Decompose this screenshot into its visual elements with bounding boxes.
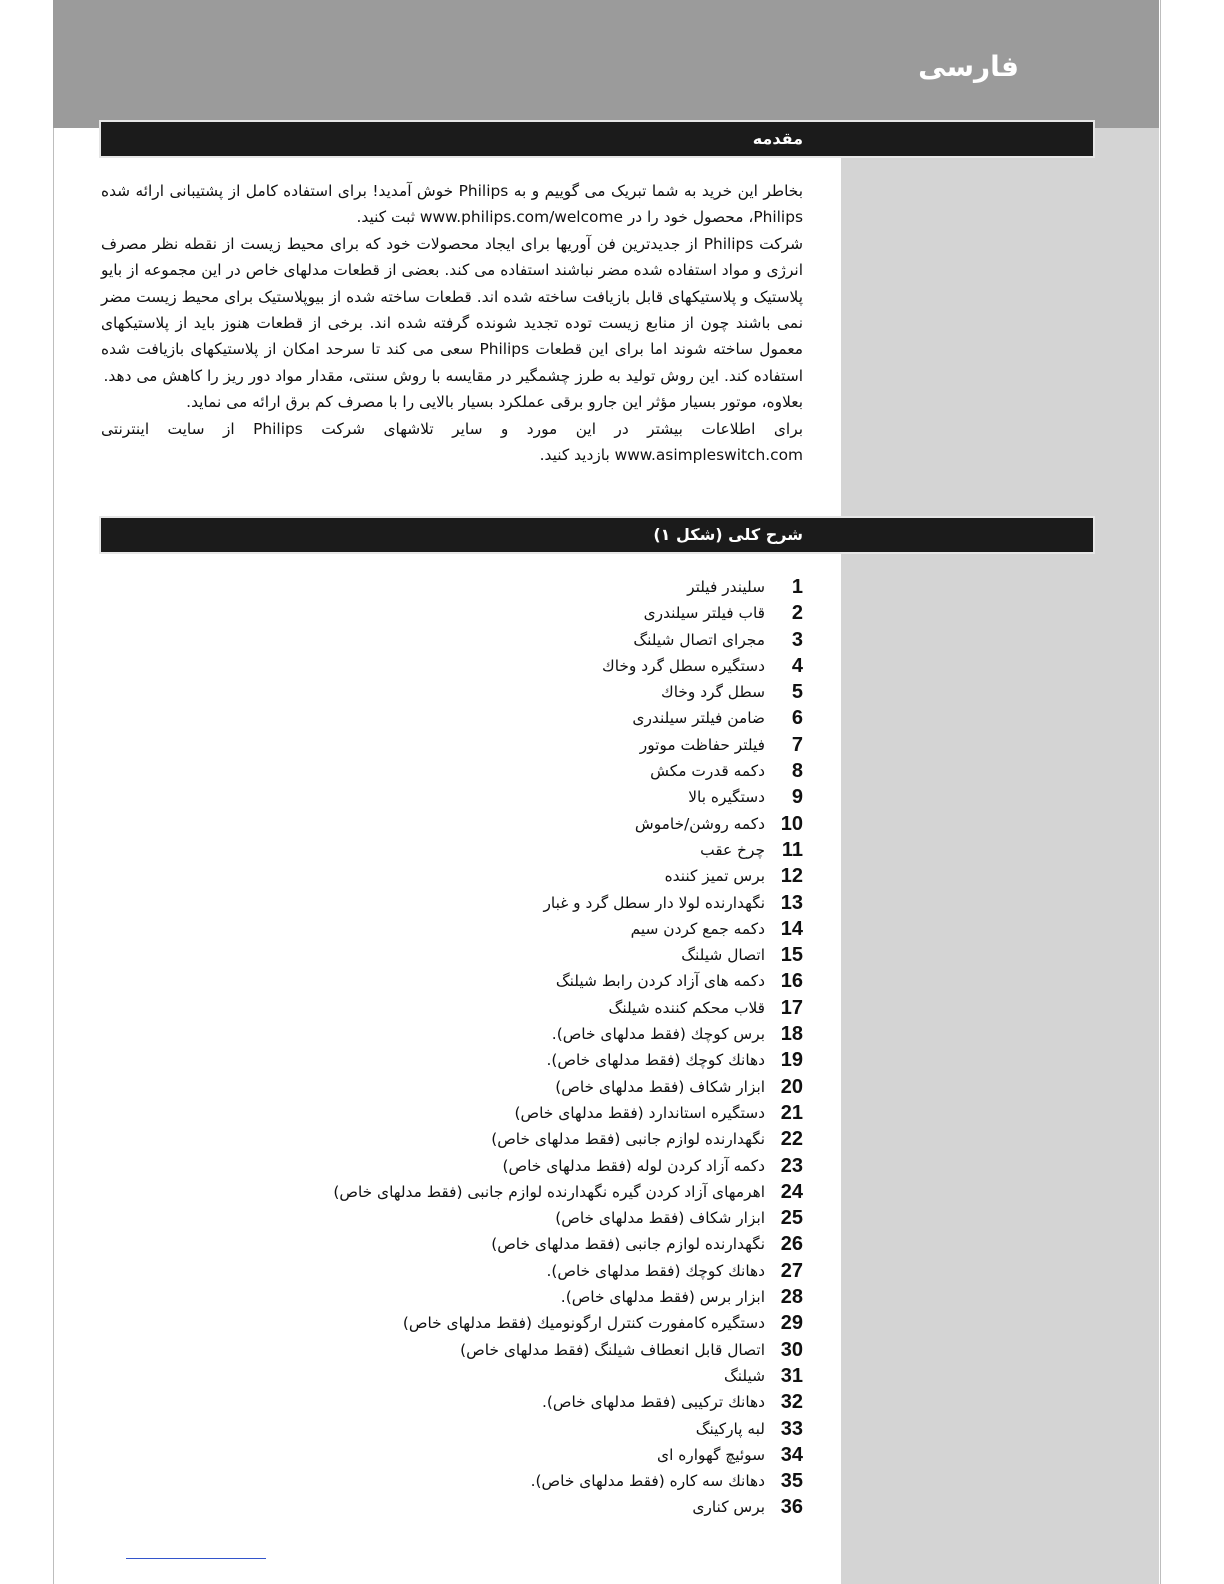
- part-number: 8: [791, 760, 803, 783]
- part-number: 24: [780, 1180, 803, 1203]
- side-column: [841, 128, 1159, 1584]
- part-label: ابزار برس (فقط مدلهای خاص).: [560, 1288, 765, 1307]
- part-label: چرخ عقب: [700, 840, 765, 859]
- parts-list-item: [333, 1363, 803, 1389]
- parts-list-item: [333, 916, 803, 942]
- part-number: 11: [781, 838, 803, 861]
- part-number: 2: [791, 602, 803, 625]
- part-number: 27: [780, 1259, 803, 1282]
- part-number: 1: [791, 576, 803, 598]
- part-number: 30: [780, 1338, 803, 1361]
- part-label: مجرای اتصال شیلنگ: [633, 630, 765, 649]
- part-number: 10: [780, 812, 803, 835]
- part-number: 32: [780, 1391, 803, 1414]
- part-label: دستگیره کامفورت کنترل ارگونومیك (فقط مدلهای خاص): [402, 1314, 765, 1333]
- part-label: دهانك کوچك (فقط مدلهای خاص).: [546, 1051, 765, 1070]
- part-number: 18: [780, 1023, 803, 1046]
- part-number: 14: [780, 917, 803, 940]
- part-number: 13: [780, 891, 803, 914]
- part-number: 16: [780, 970, 803, 993]
- parts-list-item: [333, 732, 803, 758]
- part-number: 15: [780, 944, 803, 967]
- part-label: شیلنگ: [723, 1366, 765, 1385]
- part-number: 29: [780, 1312, 803, 1335]
- parts-list-item: [333, 1494, 803, 1520]
- part-label: دکمه های آزاد کردن رابط شیلنگ: [555, 972, 765, 991]
- part-number: 9: [791, 786, 803, 809]
- part-label: دکمه آزاد کردن لوله (فقط مدلهای خاص): [502, 1156, 765, 1175]
- parts-list-item: [333, 784, 803, 810]
- part-number: 17: [780, 996, 803, 1019]
- part-label: ضامن فیلتر سیلندری: [632, 709, 765, 728]
- parts-list-item: [333, 1205, 803, 1231]
- section-title-general-description: شرح کلی (شکل ۱): [653, 525, 803, 544]
- parts-list-item: [333, 1100, 803, 1126]
- part-number: 4: [791, 654, 803, 677]
- parts-list-item: [333, 995, 803, 1021]
- parts-list-item: [333, 811, 803, 837]
- parts-list-item: [333, 1468, 803, 1494]
- parts-list-item: [333, 1153, 803, 1179]
- section-bar-general-description: [101, 518, 1093, 552]
- parts-list-item: [333, 1389, 803, 1415]
- parts-list-item: [333, 1416, 803, 1442]
- part-number: 31: [780, 1364, 803, 1387]
- part-label: دهانك ترکیبی (فقط مدلهای خاص).: [541, 1393, 765, 1412]
- language-title: فارسی: [918, 50, 1019, 83]
- part-label: دکمه روشن/خاموش: [634, 814, 765, 833]
- part-label: دستگیره بالا: [688, 788, 765, 807]
- part-label: سوئیچ گهواره ای: [657, 1445, 765, 1464]
- part-number: 19: [780, 1049, 803, 1072]
- parts-list-item: [333, 837, 803, 863]
- footnote-rule: [126, 1558, 266, 1559]
- part-label: دستگیره سطل گرد وخاك: [602, 656, 765, 675]
- parts-list-item: [333, 1442, 803, 1468]
- intro-paragraph: شرکت Philips از جدیدترین فن آوریها برای ایجاد محصولات خود که برای محیط زیست از نقطه نظر مصرف انرژی و مواد استفاده شده مضر نباشند استفاده می کند. بعضی از قطعات مدلهای خاص در این مجموعه از بایو پلاستیک و پلاستیکهای قابل بازیافت ساخته شده اند. قطعات ساخته شده از بیوپلاستیک برای محیط زیست مضر نمی باشند چون از منابع زیست توده تجدید شونده گرفته شده اند. برخی از قطعات هنوز باید از پلاستیکهای معمول ساخته شوند اما برای این قطعات Philips سعی می کند تا سرحد امکان از پلاستیکهای بازیافت شده استفاده کند. این روش تولید به طرز چشمگیر در مقایسه با روش سنتی، مقدار مواد دور ریز را کاهش می دهد.: [101, 234, 803, 385]
- parts-list-item: [333, 653, 803, 679]
- parts-list-item: [333, 758, 803, 784]
- section-title-introduction: مقدمه: [752, 129, 803, 148]
- part-number: 5: [791, 681, 803, 704]
- parts-list: [333, 574, 803, 1521]
- part-number: 36: [780, 1496, 803, 1519]
- part-number: 28: [780, 1286, 803, 1309]
- parts-list-item: [333, 1179, 803, 1205]
- part-number: 23: [780, 1154, 803, 1177]
- parts-list-item: [333, 1258, 803, 1284]
- part-label: فیلتر حفاظت موتور: [639, 735, 765, 754]
- parts-list-item: [333, 574, 803, 600]
- part-label: سطل گرد وخاك: [661, 683, 765, 702]
- part-label: قلاب محکم کننده شیلنگ: [608, 998, 765, 1017]
- part-number: 22: [780, 1128, 803, 1151]
- part-number: 6: [791, 707, 803, 730]
- part-label: دهانك کوچك (فقط مدلهای خاص).: [546, 1261, 765, 1280]
- part-label: اتصال قابل انعطاف شیلنگ (فقط مدلهای خاص): [460, 1340, 765, 1359]
- parts-list-item: [333, 679, 803, 705]
- part-label: برس کوچك (فقط مدلهای خاص).: [551, 1025, 765, 1044]
- part-label: نگهدارنده لولا دار سطل گرد و غبار: [543, 893, 765, 912]
- part-number: 26: [780, 1233, 803, 1256]
- parts-list-item: [333, 1047, 803, 1073]
- part-label: برس تمیز کننده: [664, 867, 765, 886]
- part-label: دکمه جمع کردن سیم: [630, 919, 765, 938]
- part-label: دکمه قدرت مکش: [650, 762, 765, 781]
- part-label: اهرمهای آزاد کردن گیره نگهدارنده لوازم جانبی (فقط مدلهای خاص): [333, 1182, 765, 1201]
- parts-list-item: [333, 1310, 803, 1336]
- part-label: سلیندر فیلتر: [687, 578, 765, 596]
- parts-list-item: [333, 627, 803, 653]
- parts-list-item: [333, 705, 803, 731]
- part-label: نگهدارنده لوازم جانبی (فقط مدلهای خاص): [491, 1235, 765, 1254]
- parts-list-item: [333, 1074, 803, 1100]
- part-number: 7: [791, 733, 803, 756]
- part-label: قاب فیلتر سیلندری: [643, 604, 765, 623]
- part-number: 3: [791, 628, 803, 651]
- part-number: 20: [780, 1075, 803, 1098]
- introduction-text: [101, 178, 803, 468]
- parts-list-item: [333, 1284, 803, 1310]
- part-label: دستگیره استاندارد (فقط مدلهای خاص): [514, 1103, 765, 1122]
- part-label: ابزار شکاف (فقط مدلهای خاص): [555, 1077, 765, 1096]
- part-number: 34: [780, 1443, 803, 1466]
- part-label: لبه پارکینگ: [695, 1419, 765, 1438]
- parts-list-item: [333, 1337, 803, 1363]
- parts-list-item: [333, 890, 803, 916]
- parts-list-item: [333, 600, 803, 626]
- intro-paragraph: بعلاوه، موتور بسیار مؤثر این جارو برقی عملکرد بسیار بالایی را با مصرف کم برق ارائه می نماید.: [186, 393, 803, 412]
- part-label: دهانك سه کاره (فقط مدلهای خاص).: [530, 1472, 765, 1491]
- part-number: 25: [780, 1207, 803, 1230]
- part-label: نگهدارنده لوازم جانبی (فقط مدلهای خاص): [491, 1130, 765, 1149]
- part-number: 35: [780, 1470, 803, 1493]
- parts-list-item: [333, 863, 803, 889]
- part-number: 21: [780, 1101, 803, 1124]
- part-label: ابزار شکاف (فقط مدلهای خاص): [555, 1209, 765, 1228]
- parts-list-item: [333, 942, 803, 968]
- parts-list-item: [333, 1126, 803, 1152]
- intro-paragraph: بخاطر این خرید به شما تبریک می گوییم و به Philips خوش آمدید! برای استفاده کامل از پشتیبانی ارائه شده Philips، محصول خود را در www.philips.com/welcome ثبت کنید.: [101, 182, 803, 227]
- part-number: 33: [780, 1417, 803, 1440]
- part-number: 12: [780, 865, 803, 888]
- section-bar-introduction: [101, 122, 1093, 156]
- parts-list-item: [333, 1231, 803, 1257]
- parts-list-item: [333, 968, 803, 994]
- parts-list-item: [333, 1021, 803, 1047]
- part-label: اتصال شیلنگ: [681, 946, 765, 965]
- part-label: برس کناری: [692, 1498, 765, 1517]
- intro-paragraph: برای اطلاعات بیشتر در این مورد و سایر تلاشهای شرکت Philips از سایت اینترنتی www.asimpleswitch.com بازدید کنید.: [101, 419, 803, 465]
